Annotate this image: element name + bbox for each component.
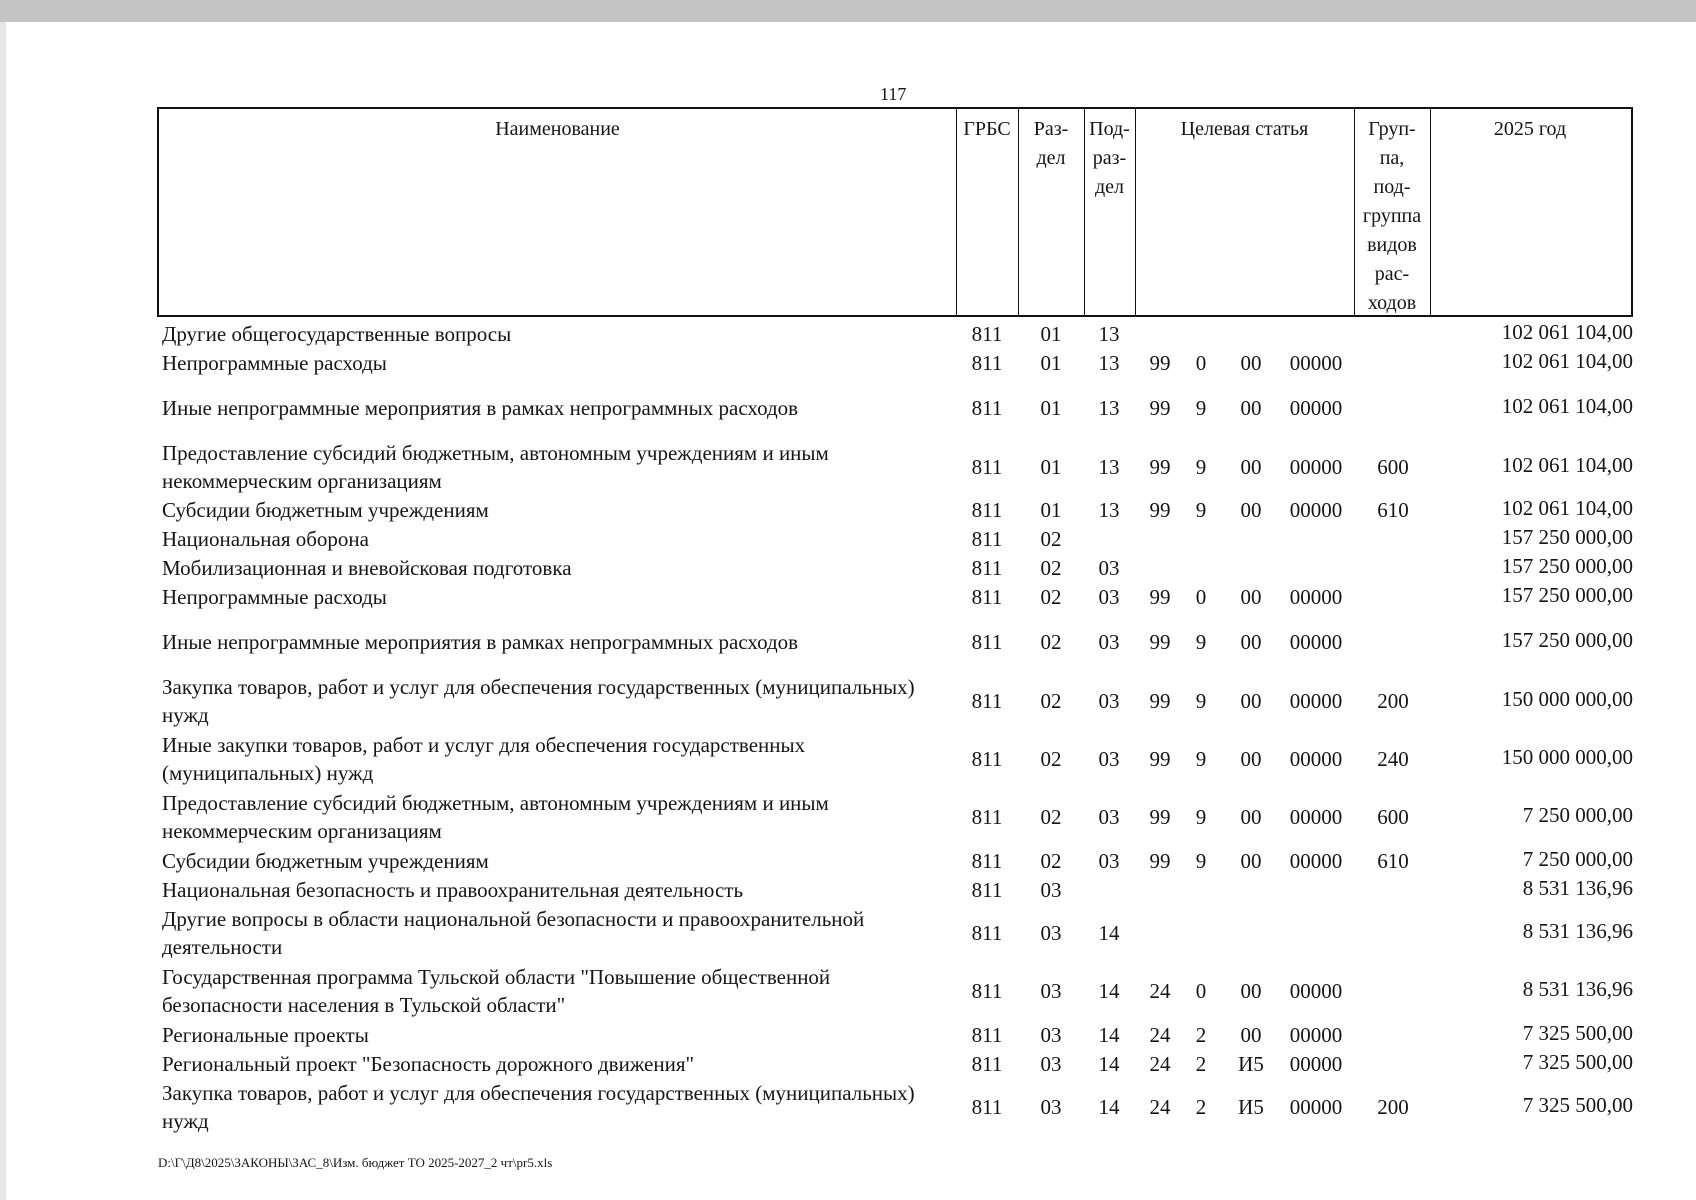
table-row: [0, 349, 1696, 377]
row-name: Государственная программа Тульской области "Повышение общественной безопасности населения в Тульской области": [162, 965, 831, 1017]
row-cs3: 00: [1240, 396, 1262, 420]
table-row: [0, 394, 1696, 422]
row-grbs: 811: [971, 1095, 1003, 1119]
row-cs2: 9: [1195, 805, 1207, 829]
row-grbs: 811: [971, 849, 1003, 873]
row-cs2: 9: [1195, 498, 1207, 522]
row-name: Иные непрограммные мероприятия в рамках непрограммных расходов: [162, 630, 799, 654]
row-amount: 157 250 000,00: [1501, 628, 1633, 652]
row-name: Закупка товаров, работ и услуг для обеспечения государственных (муниципальных) нужд: [162, 1081, 915, 1133]
table-row: [0, 1079, 1696, 1135]
row-cs4: 00000: [1289, 1052, 1343, 1076]
row-rz: 03: [1040, 1052, 1062, 1076]
row-grbs: 811: [971, 630, 1003, 654]
row-vr: 200: [1377, 689, 1409, 713]
row-name: Предоставление субсидий бюджетным, автономным учреждениям и иным некоммерческим организациям: [162, 441, 829, 493]
table-row: [0, 1050, 1696, 1078]
page-number: 117: [880, 84, 907, 104]
row-cs2: 9: [1195, 396, 1207, 420]
row-cs2: 9: [1195, 849, 1207, 873]
row-cs4: 00000: [1289, 498, 1343, 522]
row-pr: 13: [1098, 322, 1120, 346]
row-pr: 03: [1098, 585, 1120, 609]
table-row: [0, 731, 1696, 787]
row-rz: 03: [1040, 979, 1062, 1003]
row-amount: 102 061 104,00: [1501, 320, 1633, 344]
table-header: [157, 107, 1633, 317]
row-rz: 03: [1040, 878, 1062, 902]
row-pr: 03: [1098, 805, 1120, 829]
row-pr: 13: [1098, 351, 1120, 375]
row-rz: 01: [1040, 396, 1062, 420]
row-rz: 01: [1040, 498, 1062, 522]
row-cs2: 9: [1195, 455, 1207, 479]
row-amount: 7 325 500,00: [1522, 1050, 1633, 1074]
row-grbs: 811: [971, 689, 1003, 713]
row-rz: 02: [1040, 527, 1062, 551]
row-grbs: 811: [971, 805, 1003, 829]
row-name: Национальная безопасность и правоохранительная деятельность: [162, 878, 744, 902]
header-year: 2025 год: [1493, 118, 1567, 140]
row-cs2: 0: [1195, 979, 1207, 1003]
table-row: [0, 1021, 1696, 1049]
row-cs3: 00: [1240, 979, 1262, 1003]
row-cs3: 00: [1240, 747, 1262, 771]
row-rz: 02: [1040, 630, 1062, 654]
row-grbs: 811: [971, 498, 1003, 522]
row-amount: 102 061 104,00: [1501, 349, 1633, 373]
table-row: [0, 905, 1696, 961]
row-rz: 01: [1040, 322, 1062, 346]
row-name: Субсидии бюджетным учреждениям: [162, 849, 489, 873]
row-name: Другие общегосударственные вопросы: [162, 322, 512, 346]
row-cs4: 00000: [1289, 351, 1343, 375]
row-vr: 610: [1377, 849, 1409, 873]
row-cs2: 2: [1195, 1023, 1207, 1047]
row-amount: 157 250 000,00: [1501, 554, 1633, 578]
row-grbs: 811: [971, 455, 1003, 479]
row-cs4: 00000: [1289, 689, 1343, 713]
row-cs2: 0: [1195, 351, 1207, 375]
row-name: Предоставление субсидий бюджетным, автономным учреждениям и иным некоммерческим организациям: [162, 791, 829, 843]
row-cs1: 24: [1149, 979, 1171, 1003]
row-cs3: 00: [1240, 689, 1262, 713]
row-pr: 03: [1098, 747, 1120, 771]
row-grbs: 811: [971, 747, 1003, 771]
row-amount: 102 061 104,00: [1501, 496, 1633, 520]
row-pr: 14: [1098, 921, 1120, 945]
row-cs3: 00: [1240, 630, 1262, 654]
row-cs3: 00: [1240, 805, 1262, 829]
header-name: Наименование: [495, 118, 620, 140]
row-cs1: 99: [1149, 630, 1171, 654]
row-cs4: 00000: [1289, 979, 1343, 1003]
table-row: [0, 439, 1696, 495]
header-podrazdel: Под- раз- дел: [1089, 118, 1130, 198]
row-pr: 14: [1098, 1052, 1120, 1076]
table-row: [0, 673, 1696, 729]
row-name: Непрограммные расходы: [162, 585, 387, 609]
header-razdel: Раз- дел: [1033, 118, 1069, 169]
table-row: [0, 554, 1696, 582]
row-cs4: 00000: [1289, 805, 1343, 829]
row-vr: 600: [1377, 805, 1409, 829]
row-grbs: 811: [971, 585, 1003, 609]
row-pr: 03: [1098, 689, 1120, 713]
row-cs3: 00: [1240, 585, 1262, 609]
row-cs2: 9: [1195, 689, 1207, 713]
row-pr: 13: [1098, 498, 1120, 522]
row-amount: 150 000 000,00: [1501, 745, 1633, 769]
row-amount: 157 250 000,00: [1501, 525, 1633, 549]
table-row: [0, 583, 1696, 611]
row-pr: 13: [1098, 455, 1120, 479]
row-grbs: 811: [971, 979, 1003, 1003]
row-grbs: 811: [971, 878, 1003, 902]
row-grbs: 811: [971, 921, 1003, 945]
row-grbs: 811: [971, 396, 1003, 420]
row-amount: 7 250 000,00: [1522, 803, 1633, 827]
row-cs4: 00000: [1289, 455, 1343, 479]
table-row: [0, 628, 1696, 656]
header-grbs: ГРБС: [963, 118, 1011, 140]
row-vr: 240: [1377, 747, 1409, 771]
row-name: Региональные проекты: [162, 1023, 369, 1047]
row-name: Иные закупки товаров, работ и услуг для обеспечения государственных (муниципальных) нужд: [162, 733, 806, 785]
row-grbs: 811: [971, 527, 1003, 551]
row-pr: 14: [1098, 1095, 1120, 1119]
row-cs1: 24: [1149, 1095, 1171, 1119]
row-cs4: 00000: [1289, 1095, 1343, 1119]
row-vr: 610: [1377, 498, 1409, 522]
table-row: [0, 963, 1696, 1019]
row-amount: 7 325 500,00: [1522, 1093, 1633, 1117]
row-amount: 8 531 136,96: [1522, 876, 1633, 900]
row-cs4: 00000: [1289, 1023, 1343, 1047]
row-vr: 600: [1377, 455, 1409, 479]
row-cs1: 99: [1149, 747, 1171, 771]
table-row: [0, 847, 1696, 875]
row-cs2: 9: [1195, 747, 1207, 771]
row-pr: 13: [1098, 396, 1120, 420]
row-cs1: 99: [1149, 805, 1171, 829]
row-cs2: 0: [1195, 585, 1207, 609]
row-grbs: 811: [971, 322, 1003, 346]
row-name: Другие вопросы в области национальной безопасности и правоохранительной деятельности: [162, 907, 865, 959]
row-grbs: 811: [971, 556, 1003, 580]
row-amount: 7 250 000,00: [1522, 847, 1633, 871]
row-rz: 02: [1040, 747, 1062, 771]
row-grbs: 811: [971, 1023, 1003, 1047]
file-path-footer: D:\Г\Д8\2025\ЗАКОНЫ\ЗАС_8\Изм. бюджет ТО 2025-2027_2 чт\pr5.xls: [158, 1155, 553, 1170]
table-row: [0, 525, 1696, 553]
row-cs1: 24: [1149, 1052, 1171, 1076]
row-cs3: 00: [1240, 849, 1262, 873]
row-cs4: 00000: [1289, 630, 1343, 654]
row-rz: 02: [1040, 805, 1062, 829]
row-cs3: 00: [1240, 351, 1262, 375]
row-amount: 157 250 000,00: [1501, 583, 1633, 607]
header-expense-group: Груп- па, под- группа видов рас- ходов: [1362, 118, 1422, 314]
row-rz: 01: [1040, 455, 1062, 479]
row-cs1: 99: [1149, 585, 1171, 609]
table-row: [0, 496, 1696, 524]
row-rz: 01: [1040, 351, 1062, 375]
row-pr: 03: [1098, 630, 1120, 654]
row-cs4: 00000: [1289, 849, 1343, 873]
row-amount: 150 000 000,00: [1501, 687, 1633, 711]
row-cs1: 99: [1149, 689, 1171, 713]
row-amount: 8 531 136,96: [1522, 977, 1633, 1001]
row-rz: 03: [1040, 1023, 1062, 1047]
row-cs2: 9: [1195, 630, 1207, 654]
row-cs3: 00: [1240, 498, 1262, 522]
table-row: [0, 876, 1696, 904]
row-amount: 7 325 500,00: [1522, 1021, 1633, 1045]
row-cs3: 00: [1240, 1023, 1262, 1047]
row-cs1: 99: [1149, 396, 1171, 420]
row-cs3: И5: [1238, 1052, 1264, 1076]
header-target-article: Целевая статья: [1180, 118, 1309, 140]
row-pr: 14: [1098, 1023, 1120, 1047]
row-amount: 8 531 136,96: [1522, 919, 1633, 943]
table-row: [0, 789, 1696, 845]
row-rz: 03: [1040, 921, 1062, 945]
row-cs1: 99: [1149, 498, 1171, 522]
row-rz: 02: [1040, 849, 1062, 873]
row-rz: 03: [1040, 1095, 1062, 1119]
row-cs3: И5: [1238, 1095, 1264, 1119]
row-pr: 03: [1098, 556, 1120, 580]
row-name: Закупка товаров, работ и услуг для обеспечения государственных (муниципальных) нужд: [162, 675, 915, 727]
row-rz: 02: [1040, 689, 1062, 713]
row-cs4: 00000: [1289, 396, 1343, 420]
row-amount: 102 061 104,00: [1501, 394, 1633, 418]
row-rz: 02: [1040, 585, 1062, 609]
row-amount: 102 061 104,00: [1501, 453, 1633, 477]
row-name: Непрограммные расходы: [162, 351, 387, 375]
row-pr: 14: [1098, 979, 1120, 1003]
row-name: Национальная оборона: [162, 527, 369, 551]
table-row: [0, 320, 1696, 348]
row-rz: 02: [1040, 556, 1062, 580]
row-cs1: 24: [1149, 1023, 1171, 1047]
row-grbs: 811: [971, 351, 1003, 375]
row-vr: 200: [1377, 1095, 1409, 1119]
row-cs2: 2: [1195, 1052, 1207, 1076]
row-name: Мобилизационная и вневойсковая подготовка: [162, 556, 572, 580]
row-cs4: 00000: [1289, 585, 1343, 609]
row-name: Региональный проект "Безопасность дорожного движения": [162, 1052, 695, 1076]
row-name: Иные непрограммные мероприятия в рамках непрограммных расходов: [162, 396, 799, 420]
row-cs4: 00000: [1289, 747, 1343, 771]
row-pr: 03: [1098, 849, 1120, 873]
row-cs1: 99: [1149, 849, 1171, 873]
row-name: Субсидии бюджетным учреждениям: [162, 498, 489, 522]
row-cs3: 00: [1240, 455, 1262, 479]
row-grbs: 811: [971, 1052, 1003, 1076]
row-cs1: 99: [1149, 351, 1171, 375]
scanner-top-border: [0, 0, 1696, 22]
row-cs1: 99: [1149, 455, 1171, 479]
row-cs2: 2: [1195, 1095, 1207, 1119]
